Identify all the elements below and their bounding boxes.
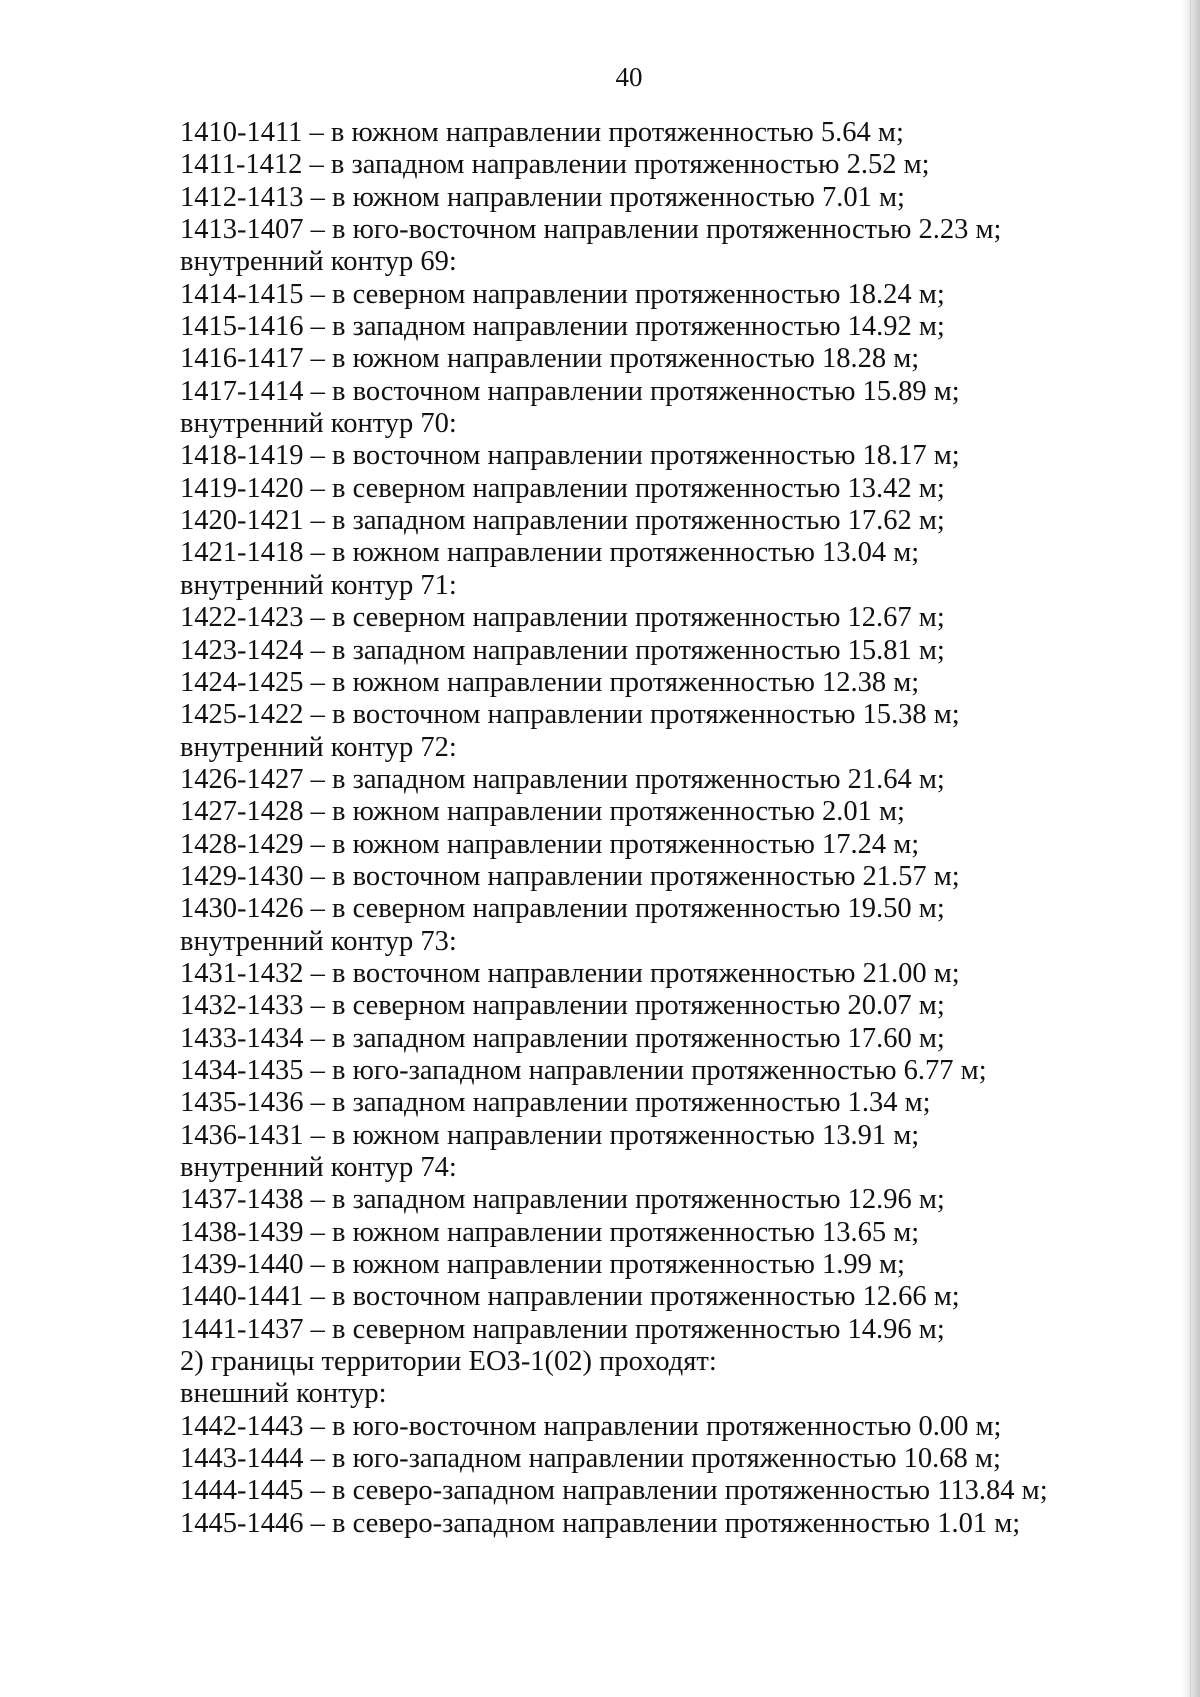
text-line: 1430-1426 – в северном направлении протяженностью 19.50 м;: [180, 893, 945, 925]
scan-edge-line: [1190, 0, 1191, 1697]
text-line: 1418-1419 – в восточном направлении протяженностью 18.17 м;: [180, 440, 960, 472]
text-line: 1436-1431 – в южном направлении протяженностью 13.91 м;: [180, 1119, 920, 1151]
text-line: 1422-1423 – в северном направлении протяженностью 12.67 м;: [180, 602, 945, 634]
page-number: 40: [615, 62, 643, 92]
text-line: 1428-1429 – в южном направлении протяженностью 17.24 м;: [180, 828, 920, 860]
text-line: 1425-1422 – в восточном направлении протяженностью 15.38 м;: [180, 699, 960, 731]
document-body: [180, 117, 1180, 1540]
text-line: 1445-1446 – в северо-западном направлении протяженностью 1.01 м;: [180, 1507, 1021, 1539]
text-line: 1413-1407 – в юго-восточном направлении протяженностью 2.23 м;: [180, 214, 1002, 246]
text-line: 1426-1427 – в западном направлении протяженностью 21.64 м;: [180, 763, 945, 795]
text-line: 1437-1438 – в западном направлении протяженностью 12.96 м;: [180, 1184, 945, 1216]
text-line: 1441-1437 – в северном направлении протяженностью 14.96 м;: [180, 1313, 945, 1345]
text-line: 1415-1416 – в западном направлении протяженностью 14.92 м;: [180, 311, 945, 343]
text-line: 1414-1415 – в северном направлении протяженностью 18.24 м;: [180, 278, 945, 310]
text-line: 1412-1413 – в южном направлении протяженностью 7.01 м;: [180, 181, 905, 213]
text-line: 1424-1425 – в южном направлении протяженностью 12.38 м;: [180, 666, 920, 698]
text-line: 1417-1414 – в восточном направлении протяженностью 15.89 м;: [180, 375, 960, 407]
text-line: 1442-1443 – в юго-восточном направлении протяженностью 0.00 м;: [180, 1410, 1002, 1442]
text-line: 1411-1412 – в западном направлении протяженностью 2.52 м;: [180, 149, 930, 181]
text-line: 1431-1432 – в восточном направлении протяженностью 21.00 м;: [180, 957, 960, 989]
contour-heading: внутренний контур 69:: [180, 246, 457, 278]
text-line: 1427-1428 – в южном направлении протяженностью 2.01 м;: [180, 796, 905, 828]
text-line: 1421-1418 – в южном направлении протяженностью 13.04 м;: [180, 537, 920, 569]
text-line: 1419-1420 – в северном направлении протяженностью 13.42 м;: [180, 472, 945, 504]
contour-heading: внутренний контур 72:: [180, 731, 457, 763]
text-line: 1423-1424 – в западном направлении протяженностью 15.81 м;: [180, 634, 945, 666]
section-heading: 2) границы территории ЕОЗ-1(02) проходят:: [180, 1346, 717, 1378]
text-line: 1444-1445 – в северо-западном направлении протяженностью 113.84 м;: [180, 1475, 1048, 1507]
text-line: 1410-1411 – в южном направлении протяженностью 5.64 м;: [180, 117, 904, 148]
text-line: 1433-1434 – в западном направлении протяженностью 17.60 м;: [180, 1022, 945, 1054]
contour-heading: внутренний контур 71:: [180, 569, 457, 601]
text-line: 1435-1436 – в западном направлении протяженностью 1.34 м;: [180, 1087, 931, 1119]
contour-heading: внутренний контур 73:: [180, 925, 457, 957]
text-line: 1443-1444 – в юго-западном направлении протяженностью 10.68 м;: [180, 1443, 1001, 1475]
scan-edge-shadow: [1182, 0, 1200, 1697]
contour-heading: внутренний контур 70:: [180, 408, 457, 440]
text-line: 1416-1417 – в южном направлении протяженностью 18.28 м;: [180, 343, 920, 375]
text-line: 1440-1441 – в восточном направлении протяженностью 12.66 м;: [180, 1281, 960, 1313]
contour-heading: внешний контур:: [180, 1378, 387, 1410]
text-line: 1420-1421 – в западном направлении протяженностью 17.62 м;: [180, 505, 945, 537]
text-line: 1429-1430 – в восточном направлении протяженностью 21.57 м;: [180, 860, 960, 892]
text-line: 1432-1433 – в северном направлении протяженностью 20.07 м;: [180, 990, 945, 1022]
contour-heading: внутренний контур 74:: [180, 1152, 457, 1183]
text-line: 1434-1435 – в юго-западном направлении протяженностью 6.77 м;: [180, 1054, 987, 1086]
text-line: 1439-1440 – в южном направлении протяженностью 1.99 м;: [180, 1249, 905, 1281]
text-line: 1438-1439 – в южном направлении протяженностью 13.65 м;: [180, 1216, 920, 1248]
